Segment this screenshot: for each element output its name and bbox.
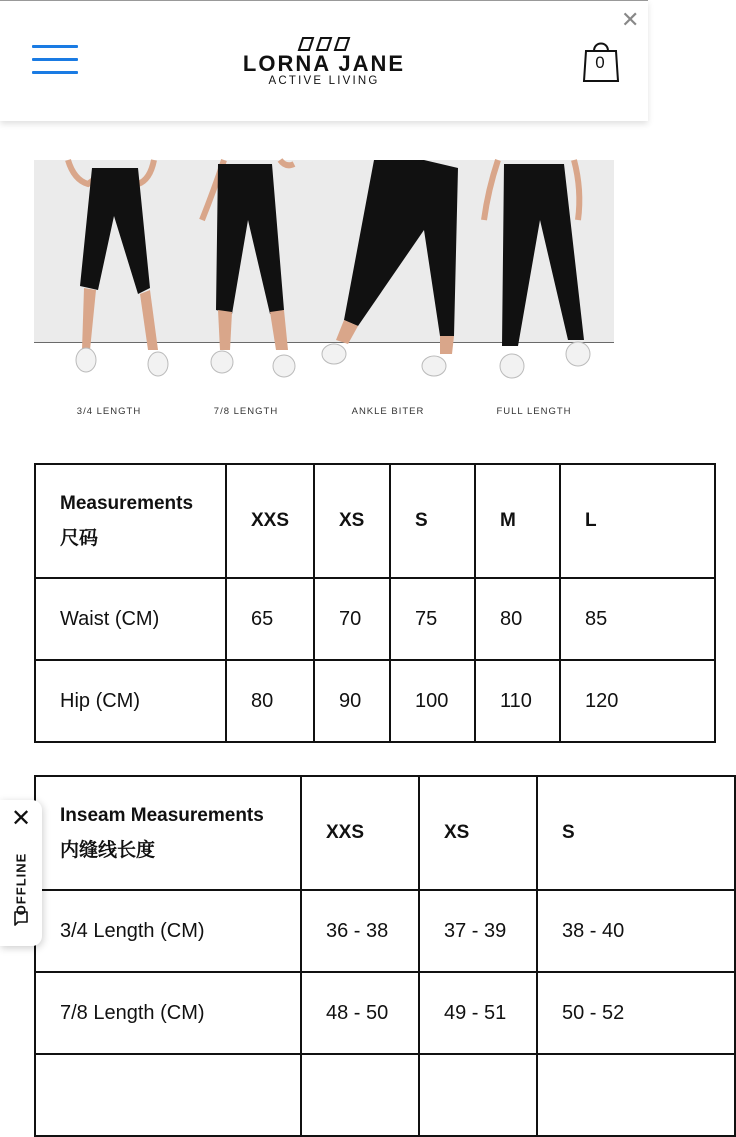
close-icon[interactable]: ✕ <box>10 805 32 832</box>
size-header: L <box>560 464 715 578</box>
chat-widget[interactable] <box>0 800 42 946</box>
brand-tagline: ACTIVE LIVING <box>268 75 380 87</box>
inseam-header-label <box>35 776 301 890</box>
table-cell: 90 <box>314 660 390 742</box>
table-cell: 50 - 52 <box>537 972 735 1054</box>
caption-3-4-length: 3/4 LENGTH <box>76 406 142 417</box>
inseam-label-cn: 内缝线长度 <box>60 839 156 861</box>
caption-ankle-biter: ANKLE BITER <box>351 406 425 417</box>
size-header: XS <box>419 776 537 890</box>
caption-full-length: FULL LENGTH <box>496 406 572 417</box>
table-row <box>35 972 735 1054</box>
caption-7-8-length: 7/8 LENGTH <box>213 406 279 417</box>
table-cell: 80 <box>226 660 314 742</box>
row-label: 7/8 Length (CM) <box>35 972 301 1054</box>
hamburger-icon[interactable] <box>32 45 78 77</box>
length-captions <box>34 406 614 422</box>
size-header: M <box>475 464 560 578</box>
size-header: XXS <box>226 464 314 578</box>
table-cell: 48 - 50 <box>301 972 419 1054</box>
leggings-length-photo <box>34 160 614 390</box>
row-label: Hip (CM) <box>35 660 226 742</box>
table-cell: 38 - 40 <box>537 890 735 972</box>
chat-bubble-icon <box>13 910 29 926</box>
table-cell: 37 - 39 <box>419 890 537 972</box>
cart-button[interactable] <box>582 39 622 83</box>
table-row <box>35 1054 735 1136</box>
table-cell: 120 <box>560 660 715 742</box>
table-cell: 110 <box>475 660 560 742</box>
table-cell <box>537 1054 735 1136</box>
table-cell: 85 <box>560 578 715 660</box>
row-label <box>35 1054 301 1136</box>
table-cell: 80 <box>475 578 560 660</box>
cart-count: 0 <box>595 53 605 72</box>
row-label: 3/4 Length (CM) <box>35 890 301 972</box>
size-header: XXS <box>301 776 419 890</box>
table-row <box>35 890 735 972</box>
measurements-label-cn: 尺码 <box>60 527 99 549</box>
logo-mark-icon <box>295 37 353 51</box>
table-cell: 36 - 38 <box>301 890 419 972</box>
measurements-header-label <box>35 464 226 578</box>
table-row <box>35 578 715 660</box>
inseam-label-en: Inseam Measurements <box>60 804 264 826</box>
table-cell <box>419 1054 537 1136</box>
measurements-table <box>34 463 619 745</box>
size-header: S <box>390 464 475 578</box>
close-icon[interactable]: ✕ <box>621 7 640 32</box>
table-cell: 70 <box>314 578 390 660</box>
table-cell <box>301 1054 419 1136</box>
table-cell: 49 - 51 <box>419 972 537 1054</box>
inseam-table <box>34 775 625 1080</box>
model-7-8-length <box>194 160 304 390</box>
table-cell: 100 <box>390 660 475 742</box>
row-label: Waist (CM) <box>35 578 226 660</box>
table-cell: 65 <box>226 578 314 660</box>
size-header: S <box>537 776 735 890</box>
table-row <box>35 660 715 742</box>
size-header: XS <box>314 464 390 578</box>
model-ankle-biter <box>314 160 464 390</box>
table-header-row <box>35 464 715 578</box>
brand-name: LORNA JANE <box>242 51 406 76</box>
site-header <box>0 0 648 121</box>
brand-logo[interactable] <box>222 37 426 88</box>
table-cell: 75 <box>390 578 475 660</box>
model-3-4-length <box>54 160 174 390</box>
chat-status: OFFLINE <box>13 852 29 916</box>
model-full-length <box>474 160 604 390</box>
table-header-row <box>35 776 735 890</box>
measurements-label-en: Measurements <box>60 492 194 514</box>
